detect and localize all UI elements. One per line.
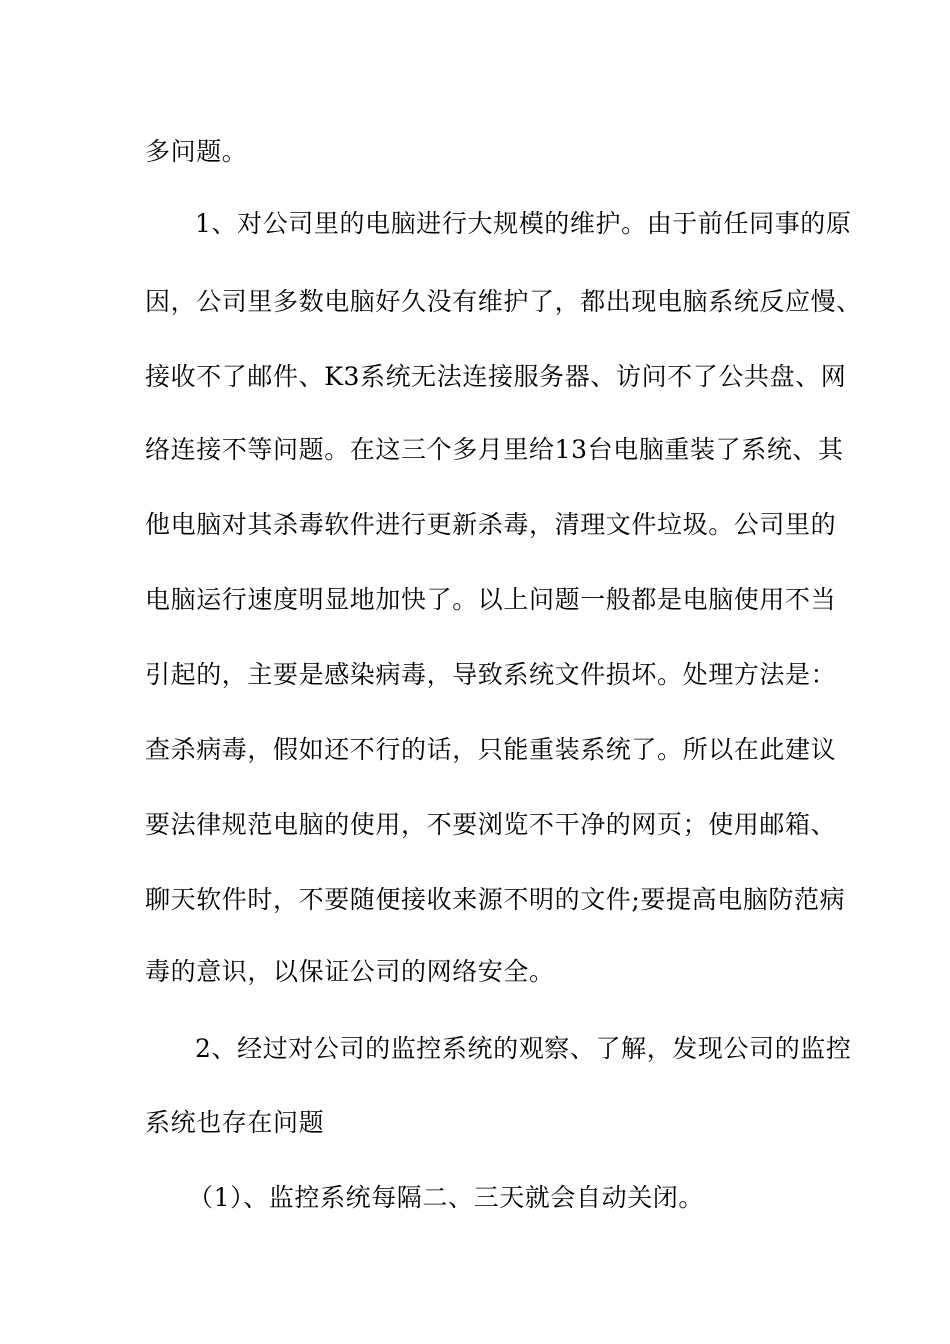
text-line: 电脑运行速度明显地加快了。以上问题一般都是电脑使用不当	[145, 585, 837, 614]
text-line: 要法律规范电脑的使用，不要浏览不干净的网页；使用邮箱、	[145, 810, 837, 839]
paragraph-1-start: 1、对公司里的电脑进行大规模的维护。由于前任同事的原	[195, 209, 852, 238]
text-line: 聊天软件时，不要随便接收来源不明的文件;要提高电脑防范病	[145, 885, 846, 914]
paragraph-2-start: 2、经过对公司的监控系统的观察、了解，发现公司的监控	[195, 1034, 852, 1063]
sub-item-1: （1）、监控系统每隔二、三天就会自动关闭。	[188, 1183, 705, 1212]
text-line: 查杀病毒，假如还不行的话，只能重装系统了。所以在此建议	[145, 735, 837, 764]
text-line: 他电脑对其杀毒软件进行更新杀毒，清理文件垃圾。公司里的	[145, 510, 837, 539]
text-line: 引起的，主要是感染病毒，导致系统文件损坏。处理方法是：	[145, 660, 837, 689]
text-line: 多问题。	[145, 137, 248, 166]
text-line: 因，公司里多数电脑好久没有维护了，都出现电脑系统反应慢、	[145, 287, 862, 316]
text-line: 络连接不等问题。在这三个多月里给13台电脑重装了系统、其	[145, 435, 844, 464]
text-line: 接收不了邮件、K3系统无法连接服务器、访问不了公共盘、网	[145, 362, 847, 391]
text-line: 毒的意识，以保证公司的网络安全。	[145, 957, 555, 986]
text-line: 系统也存在问题	[145, 1108, 325, 1137]
